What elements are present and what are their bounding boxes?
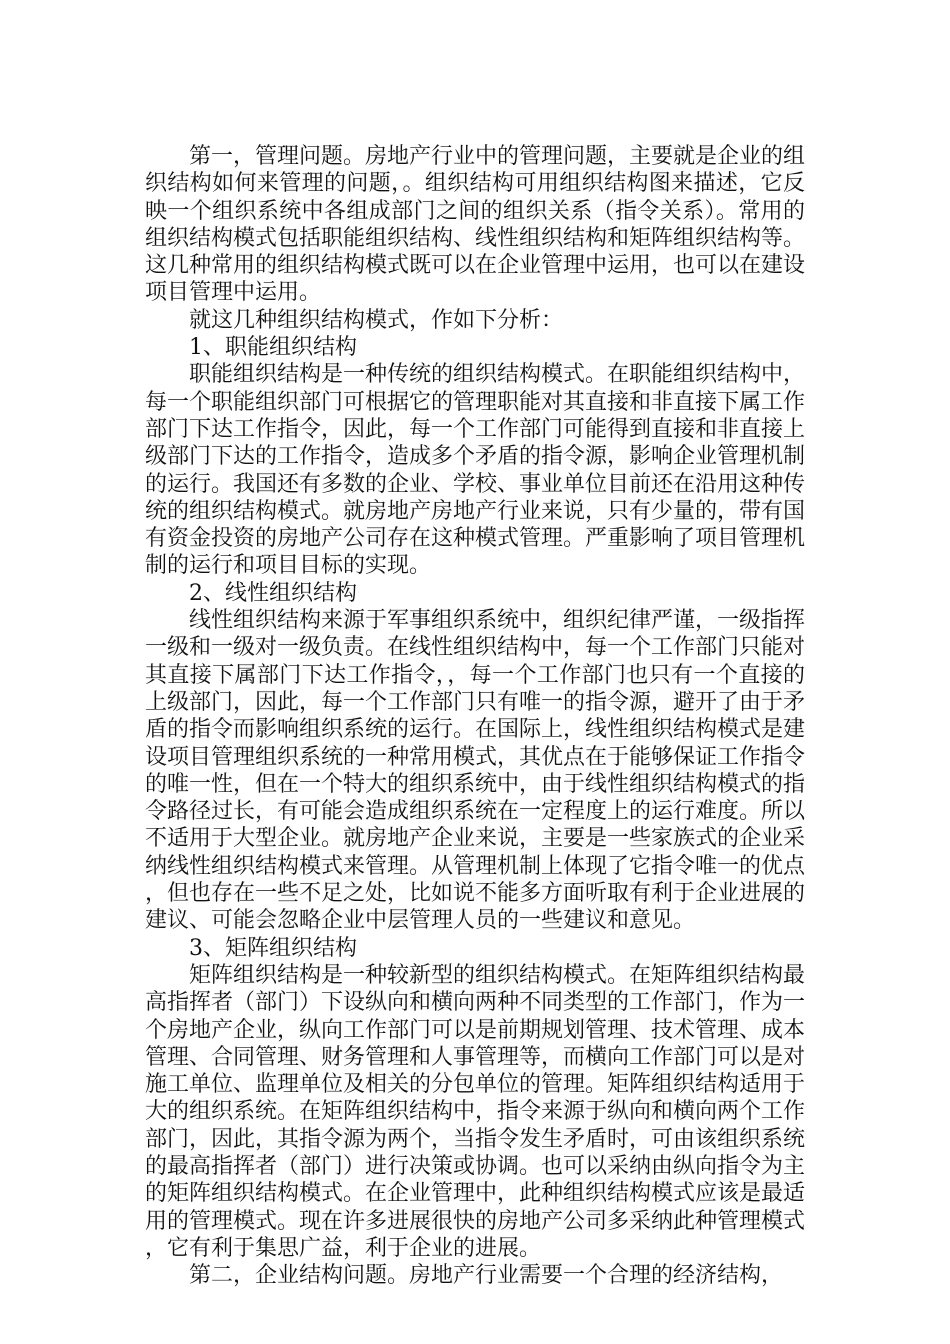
paragraph-management-problem: 第一，管理问题。房地产行业中的管理问题，主要就是企业的组织结构如何来管理的问题，。组织结构可用组织结构图来描述，它反映一个组织系统中各组成部门之间的组织关系（指令关系）。常用的组织结构模式包括职能组织结构、线性组织结构和矩阵组织结构等。这几种常用的组织结构模式既可以在企业管理中运用，也可以在建设项目管理中运用。 bbox=[145, 144, 806, 306]
paragraph-functional-structure: 职能组织结构是一种传统的组织结构模式。在职能组织结构中，每一个职能组织部门可根据它的管理职能对其直接和非直接下属工作部门下达工作指令，因此，每一个工作部门可能得到直接和非直接上级部门下达的工作指令，造成多个矛盾的指令源，影响企业管理机制的运行。我国还有多数的企业、学校、事业单位目前还在沿用这种传统的组织结构模式。就房地产房地产行业来说，只有少量的，带有国有资金投资的房地产公司存在这种模式管理。严重影响了项目管理机制的运行和项目目标的实现。 bbox=[145, 362, 806, 579]
document-page bbox=[145, 143, 805, 1289]
paragraph-linear-structure: 线性组织结构来源于军事组织系统中，组织纪律严谨，一级指挥一级和一级对一级负责。在线性组织结构中，每一个工作部门只能对其直接下属部门下达工作指令，，每一个工作部门也只有一个直接的上级部门，因此，每一个工作部门只有唯一的指令源，避开了由于矛盾的指令而影响组织系统的运行。在国际上，线性组织结构模式是建设项目管理组织系统的一种常用模式，其优点在于能够保证工作指令的唯一性，但在一个特大的组织系统中，由于线性组织结构模式的指令路径过长，有可能会造成组织系统在一定程度上的运行难度。所以不适用于大型企业。就房地产企业来说，主要是一些家族式的企业采纳线性组织结构模式来管理。从管理机制上体现了它指令唯一的优点，但也存在一些不足之处，比如说不能多方面听取有利于企业进展的建议、可能会忽略企业中层管理人员的一些建议和意见。 bbox=[145, 608, 806, 934]
paragraph-matrix-structure: 矩阵组织结构是一种较新型的组织结构模式。在矩阵组织结构最高指挥者（部门）下设纵向和横向两种不同类型的工作部门，作为一个房地产企业，纵向工作部门可以是前期规划管理、技术管理、成本管理、合同管理、财务管理和人事管理等，而横向工作部门可以是对施工单位、监理单位及相关的分包单位的管理。矩阵组织结构适用于大的组织系统。在矩阵组织结构中，指令来源于纵向和横向两个工作部门，因此，其指令源为两个，当指令发生矛盾时，可由该组织系统的最高指挥者（部门）进行决策或协调。也可以采纳由纵向指令为主的矩阵组织结构模式。在企业管理中，此种组织结构模式应该是最适用的管理模式。现在许多进展很快的房地产公司多采纳此种管理模式，它有利于集思广益，利于企业的进展。 bbox=[145, 962, 806, 1261]
heading-matrix-structure: 3、矩阵组织结构 bbox=[189, 935, 357, 961]
heading-linear-structure: 2、线性组织结构 bbox=[189, 580, 357, 606]
heading-functional-structure: 1、职能组织结构 bbox=[189, 335, 357, 361]
paragraph-analysis-intro: 就这几种组织结构模式，作如下分析： bbox=[189, 307, 564, 333]
paragraph-enterprise-structure: 第二，企业结构问题。房地产行业需要一个合理的经济结构， bbox=[189, 1263, 784, 1289]
